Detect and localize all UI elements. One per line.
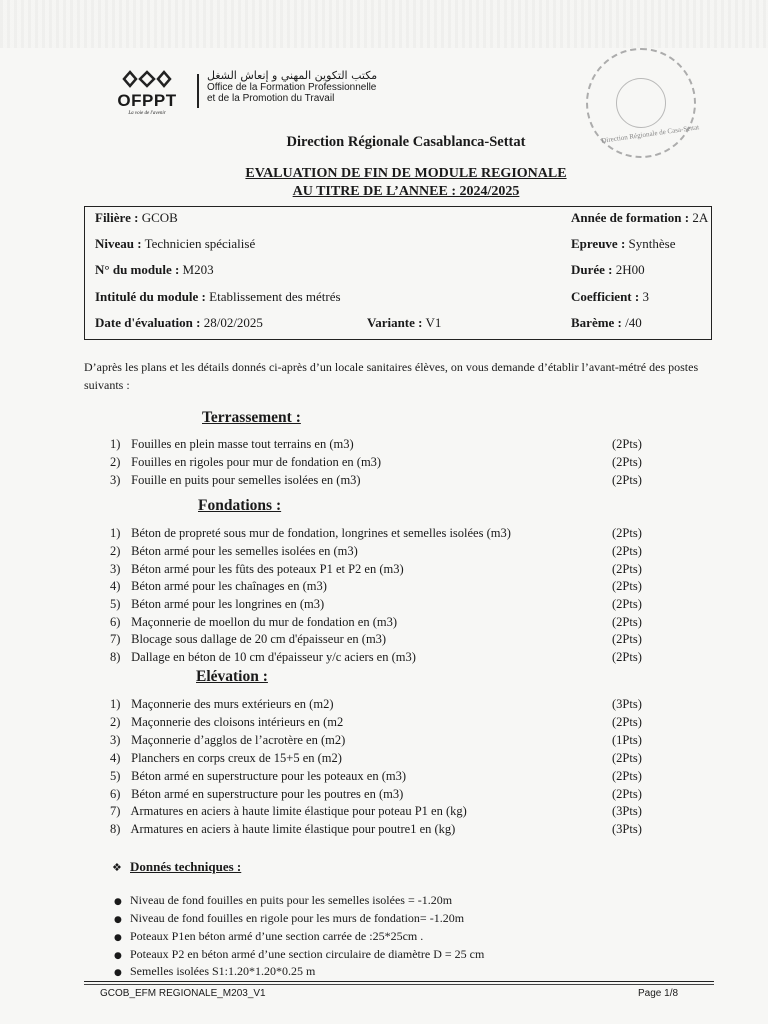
list-item: 4) Planchers en corps creux de 15+5 en (m2) (2Pts) — [110, 751, 642, 765]
list-item: 4) Béton armé pour les chaînages en (m3) (2Pts) — [110, 579, 642, 593]
office-name-line-2: et de la Promotion du Travail — [207, 93, 335, 104]
list-item: ● Semelles isolées S1:1.20*1.20*0.25 m — [114, 964, 315, 981]
epreuve-value: Synthèse — [625, 236, 676, 251]
office-name — [207, 70, 377, 105]
filiere-label: Filière : — [95, 210, 139, 225]
office-name-arabic: مكتب التكوين المهني و إنعاش الشغل — [207, 69, 378, 82]
header-divider — [197, 74, 199, 108]
variante-value: V1 — [422, 315, 442, 330]
coefficient-value: 3 — [639, 289, 649, 304]
bareme-label: Barème : — [571, 315, 622, 330]
info-row-module — [95, 262, 703, 278]
list-item: 6) Maçonnerie de moellon du mur de fondation en (m3) (2Pts) — [110, 615, 642, 629]
donnees-techniques-title: ❖ Donnés techniques : — [112, 859, 242, 874]
scan-noise — [0, 0, 768, 48]
list-item: 8) Dallage en béton de 10 cm d'épaisseur y/c aciers en (m3) (2Pts) — [110, 650, 642, 664]
epreuve-label: Epreuve : — [571, 236, 626, 251]
intitule-value: Etablissement des métrés — [205, 289, 341, 304]
office-name-line-1: Office de la Formation Professionnelle — [207, 81, 377, 93]
footer-page-number: Page 1/8 — [638, 988, 679, 999]
niveau-value: Technicien spécialisé — [141, 236, 256, 251]
list-item: 2) Béton armé pour les semelles isolées en (m3) (2Pts) — [110, 544, 642, 558]
info-row-niveau — [95, 236, 703, 252]
footer-divider — [84, 981, 714, 985]
date-value: 28/02/2025 — [200, 315, 263, 330]
list-item: 1) Maçonnerie des murs extérieurs en (m2) (3Pts) — [110, 697, 642, 711]
stamp-text: Direction Régionale de Casa-Settat — [600, 123, 700, 145]
bullet-icon: ● — [114, 915, 122, 925]
section-title-terrassement: Terrassement : — [202, 409, 301, 426]
list-item: 7) Blocage sous dallage de 20 cm d'épaisseur en (m3) (2Pts) — [110, 632, 642, 646]
logo-tagline: La voie de l'avenir — [128, 111, 166, 116]
module-label: N° du module : — [95, 262, 180, 277]
ofppt-logo — [112, 68, 182, 116]
section-title-fondations: Fondations : — [198, 497, 282, 514]
list-item: 2) Maçonnerie des cloisons intérieurs en (m2 (2Pts) — [110, 715, 642, 729]
bareme-value: /40 — [621, 315, 642, 330]
bullet-icon: ● — [114, 968, 122, 978]
list-item: 3) Maçonnerie d’agglos de l’acrotère en (m2) (1Pts) — [110, 733, 642, 747]
evaluation-title: EVALUATION DE FIN DE MODULE REGIONALE — [245, 166, 567, 181]
footer-document-code: GCOB_EFM REGIONALE_M203_V1 — [100, 988, 266, 999]
list-item: ● Poteaux P2 en béton armé d’une section circulaire de diamètre D = 25 cm — [114, 947, 484, 964]
direction-title: Direction Régionale Casablanca-Settat — [286, 134, 526, 150]
list-item: 2) Fouilles en rigoles pour mur de fondation en (m3) (2Pts) — [110, 455, 642, 469]
list-item: 1) Béton de propreté sous mur de fondation, longrines et semelles isolées (m3) (2Pts) — [110, 526, 642, 540]
diamond-bullet-icon: ❖ — [112, 861, 122, 874]
ofppt-logo-icon — [120, 68, 174, 90]
info-row-intitule — [95, 289, 703, 305]
duree-label: Durée : — [571, 262, 613, 277]
annee-value: 2A — [689, 210, 709, 225]
variante-label: Variante : — [367, 315, 423, 330]
list-item: 5) Béton armé en superstructure pour les poteaux en (m3) (2Pts) — [110, 769, 642, 783]
list-item: 6) Béton armé en superstructure pour les poutres en (m3) (2Pts) — [110, 787, 642, 801]
bullet-icon: ● — [114, 933, 122, 943]
list-item: ● Niveau de fond fouilles en puits pour les semelles isolées = -1.20m — [114, 893, 452, 910]
section-title-elevation: Elévation : — [196, 668, 268, 685]
bullet-icon: ● — [114, 951, 122, 961]
info-row-date — [95, 315, 703, 331]
module-value: M203 — [179, 262, 214, 277]
coefficient-label: Coefficient : — [571, 289, 640, 304]
logo-name: OFPPT — [117, 91, 177, 110]
list-item: 3) Béton armé pour les fûts des poteaux P1 et P2 en (m3) (2Pts) — [110, 562, 642, 576]
list-item: 8) Armatures en aciers à haute limite élastique pour poutre1 en (kg) (3Pts) — [110, 822, 642, 836]
list-item: 3) Fouille en puits pour semelles isolées en (m3) (2Pts) — [110, 473, 642, 487]
info-box — [84, 206, 712, 340]
list-item: ● Niveau de fond fouilles en rigole pour les murs de fondation= -1.20m — [114, 911, 464, 928]
bullet-icon: ● — [114, 897, 122, 907]
list-item: 7) Armatures en aciers à haute limite élastique pour poteau P1 en (kg) (3Pts) — [110, 804, 642, 818]
duree-value: 2H00 — [612, 262, 645, 277]
list-item: ● Poteaux P1en béton armé d’une section carrée de :25*25cm . — [114, 929, 423, 946]
intro-paragraph: D’après les plans et les détails donnés ci-après d’un locale sanitaires élèves, on vous demande d’établir l’avant-métré des postes suivants : — [84, 360, 699, 392]
list-item: 5) Béton armé pour les longrines en (m3) (2Pts) — [110, 597, 642, 611]
annee-label: Année de formation : — [571, 210, 690, 225]
list-item: 1) Fouilles en plein masse tout terrains en (m3) (2Pts) — [110, 437, 642, 451]
info-row-filiere — [95, 210, 709, 226]
filiere-value: GCOB — [138, 210, 178, 225]
date-label: Date d'évaluation : — [95, 315, 201, 330]
evaluation-year: AU TITRE DE L’ANNEE : 2024/2025 — [292, 184, 520, 199]
niveau-label: Niveau : — [95, 236, 142, 251]
intitule-label: Intitulé du module : — [95, 289, 206, 304]
